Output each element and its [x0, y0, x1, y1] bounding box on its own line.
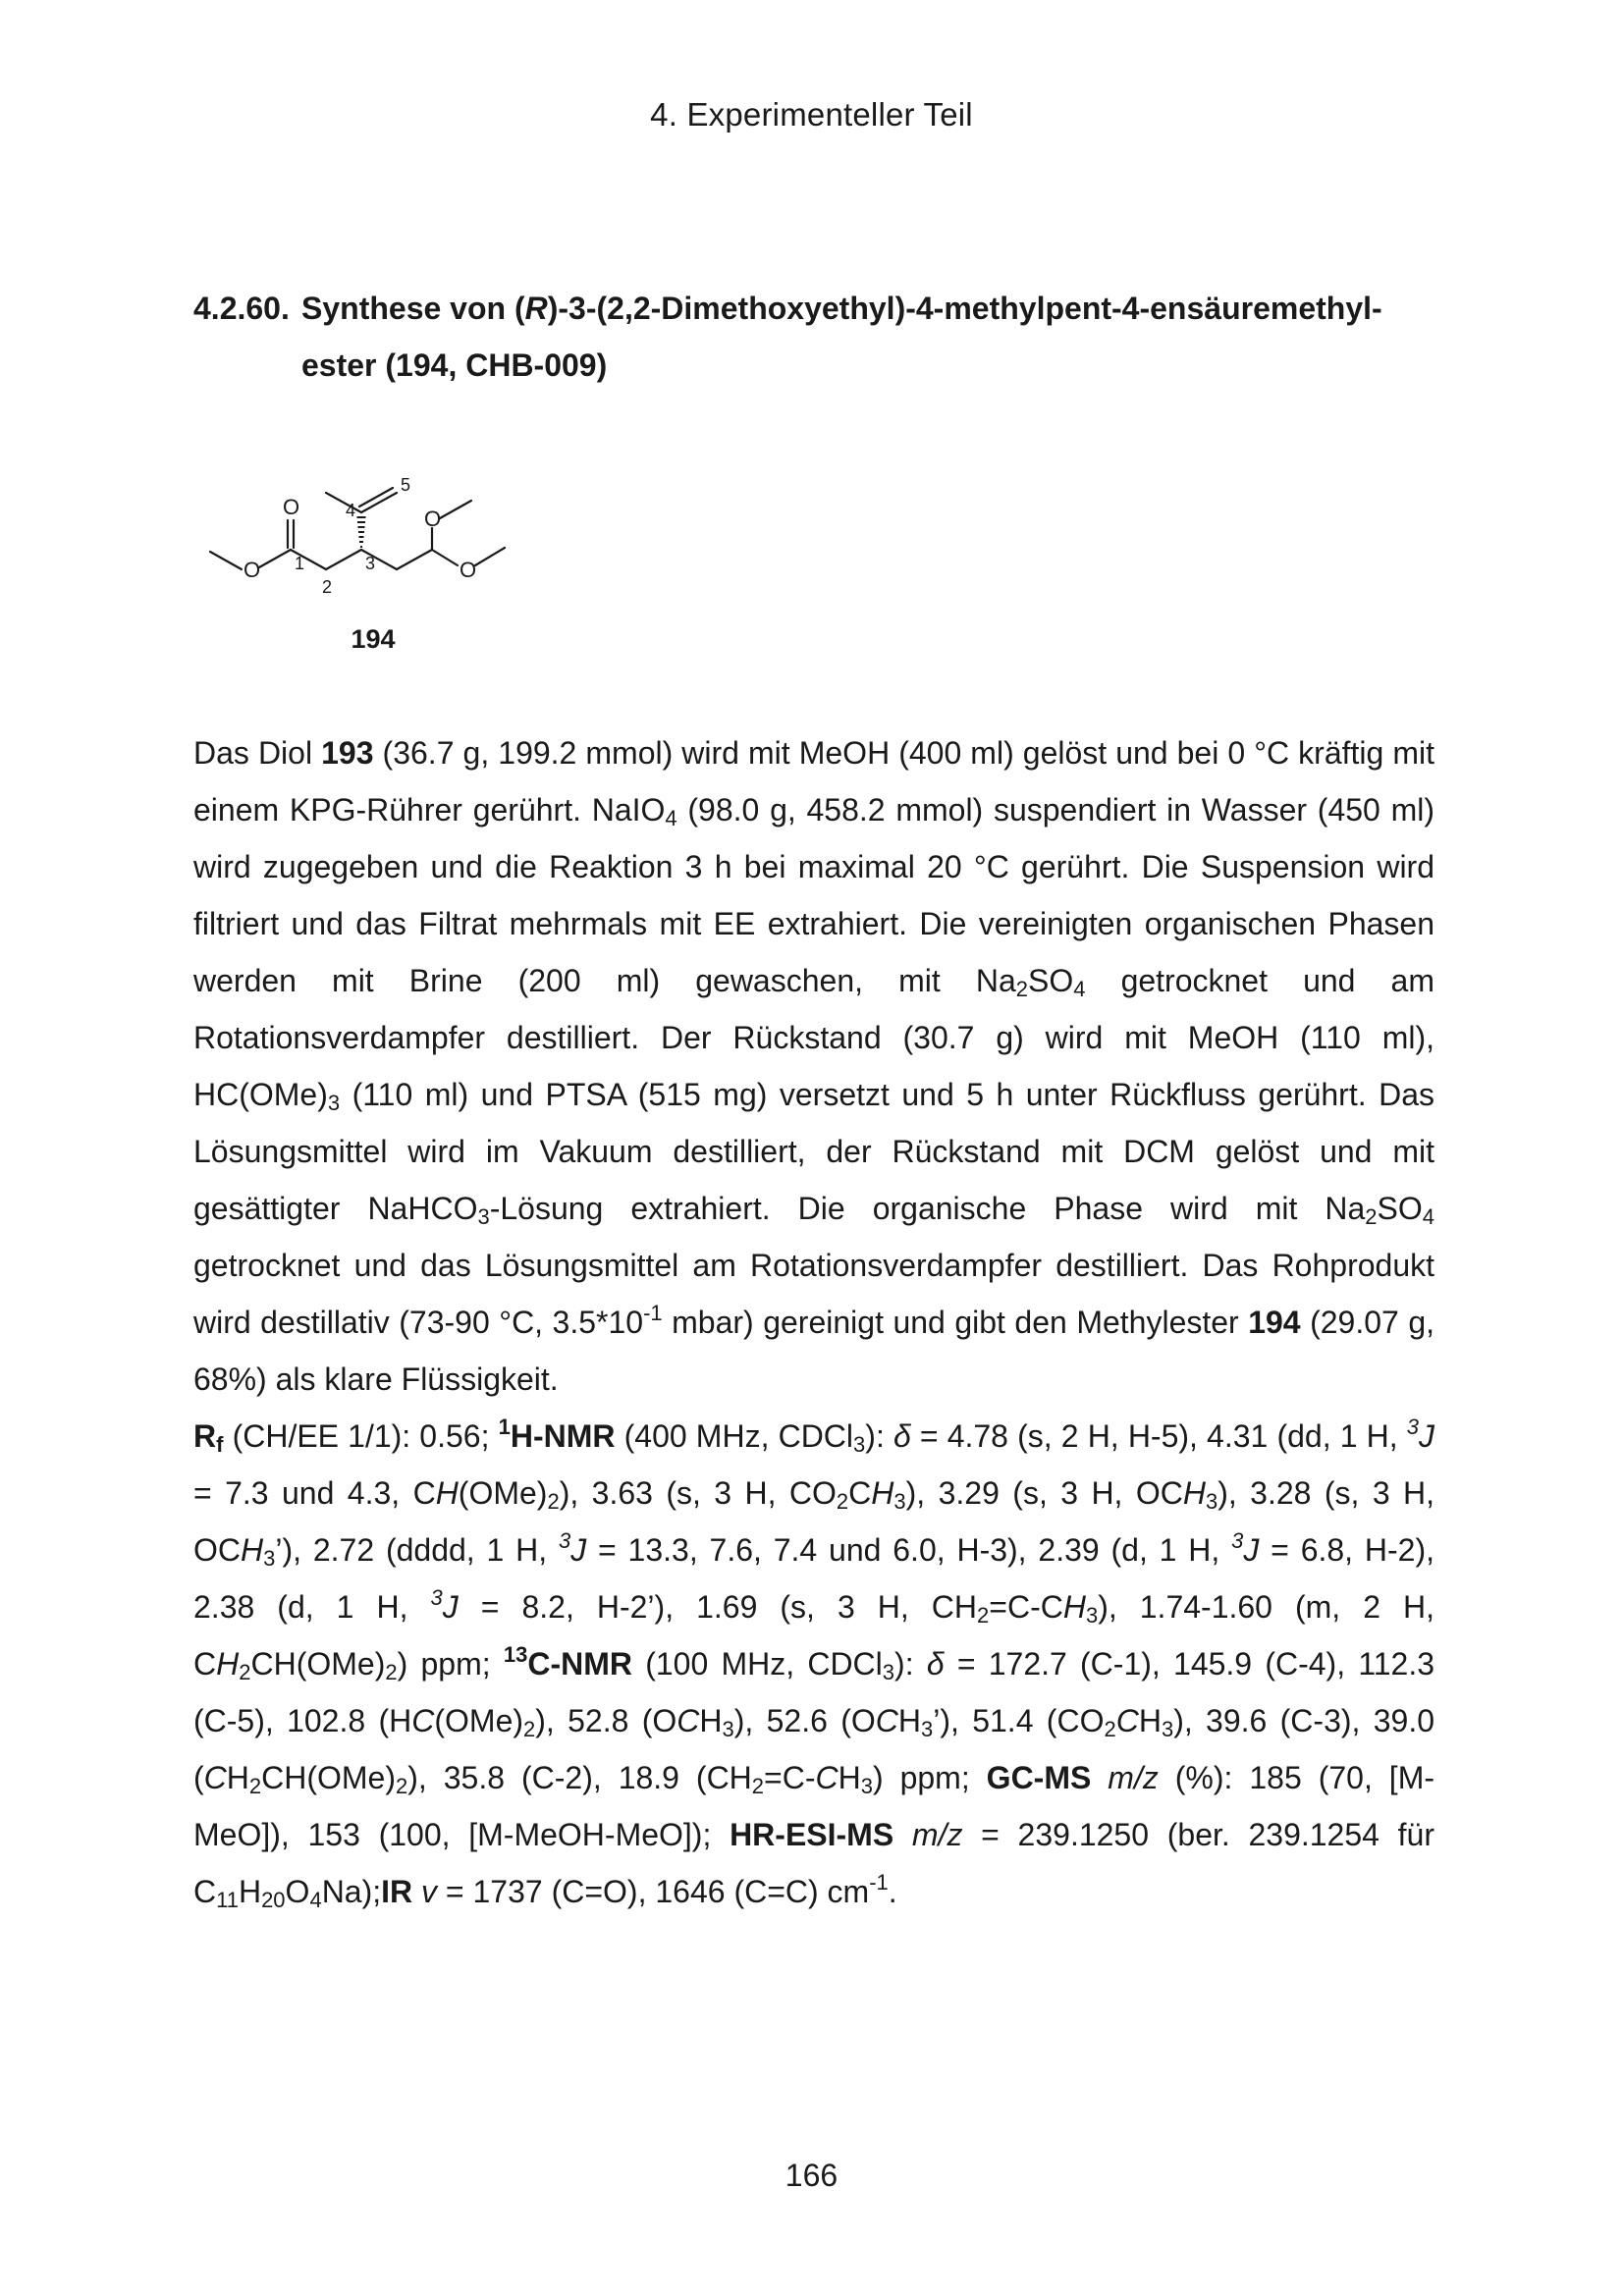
page-number: 166	[784, 2158, 839, 2193]
section-number: 4.2.60.	[193, 291, 290, 326]
bond-methyl-o	[210, 552, 242, 569]
locant-c3: 3	[365, 554, 376, 573]
section-title-line1: Synthese von (R)-3-(2,2-Dimethoxyethyl)-4-methylpent-4-ensäuremethyl-	[301, 291, 1382, 326]
bond-o-bottom-methyl	[475, 548, 505, 565]
locant-c1: 1	[295, 554, 305, 573]
bond-c2-c3	[326, 550, 361, 569]
locant-c4: 4	[346, 501, 356, 520]
locant-c2: 2	[322, 577, 333, 597]
bond-acetal-o-bottom	[432, 550, 458, 565]
body-text	[193, 724, 1434, 1920]
bond-c4-methyl	[326, 493, 361, 512]
bond-ch2-acetal	[397, 550, 432, 569]
atom-o-carbonyl: O	[283, 495, 300, 519]
section-title-line2: ester (194, CHB-009)	[301, 347, 608, 383]
bond-o-top-methyl	[440, 501, 471, 518]
running-header: 4. Experimenteller Teil	[650, 96, 973, 133]
atom-o-acetal-top: O	[424, 507, 442, 531]
bond-o-c1	[259, 550, 291, 567]
section-heading	[193, 280, 1450, 394]
hashed-wedge-bond	[357, 517, 366, 547]
compound-number: 194	[351, 624, 396, 654]
atom-o-acetal-bottom: O	[460, 558, 477, 582]
procedure-paragraph: Das Diol 193 (36.7 g, 199.2 mmol) wird mit MeOH (400 ml) gelöst und bei 0 °C kräftig mit einem KPG-Rührer gerührt. NaIO$_4$ (98.0 g, 458.2 mmol) suspendiert in Wasser (450 ml) wird zugegeben und die Reaktion 3 h bei maximal 20 °C gerührt. Die Suspension wird filtriert und das Filtrat mehrmals mit EE extrahiert. Die vereinigten organischen Phasen werden mit Brine (200 ml) gewaschen, mit $Na_2SO_4$ getrocknet und am Rotationsverdampfer destilliert. Der Rückstand (30.7 g) wird mit MeOH (110 ml), $HC(OMe)_3$ (110 ml) und PTSA (515 mg) versetzt und 5 h unter Rückfluss gerührt. Das Lösungsmittel wird im Vakuum destilliert, der Rückstand mit DCM gelöst und mit gesättigter NaHCO$_3$-Lösung extrahiert. Die organische Phase wird mit $Na_2SO_4$ getrocknet und das Lösungsmittel am Rotationsverdampfer destilliert. Das Rohprodukt wird destillativ (73-90 °C, $3.5*10^{-1}$ mbar) gereinigt und gibt den Methylester 194 (29.07 g, 68%) als klare Flüssigkeit.	[193, 735, 1435, 1397]
characterization-paragraph: $R_f$ (CH/EE 1/1): 0.56; $^1$H-NMR (400 MHz, CDCl$_3$): δ = 4.78 (s, 2 H, H-5), 4.31 (dd, 1 H, $^3$J = 7.3 und 4.3, $CH(OMe)_2$), 3.63 (s, 3 H, $CO_2CH_3$), 3.29 (s, 3 H, $OCH_3$), 3.28 (s, 3 H, $OCH_3$’), 2.72 (dddd, 1 H, $^3$J = 13.3, 7.6, 7.4 und 6.0, H-3), 2.39 (d, 1 H, $^3$J = 6.8, H-2), 2.38 (d, 1 H, $^3$J = 8.2, H-2’), 1.69 (s, 3 H, $CH_2=C-CH_3$), 1.74-1.60 (m, 2 H, $CH_2CH(OMe)_2$) ppm; $^{13}$C-NMR (100 MHz, CDCl$_3$): δ = 172.7 (C-1), 145.9 (C-4), 112.3 (C-5), 102.8 $(HC(OMe)_2)$, 52.8 $(OCH_3)$, 52.6 $(OCH_3’)$, 51.4 $(CO_2CH_3)$, 39.6 (C-3), 39.0 $(CH_2CH(OMe)_2)$, 35.8 (C-2), 18.9 $(CH_2=C-CH_3)$ ppm; GC-MS m/z (%): 185 (70, [M-MeO]), 153 (100, [M-MeOH-MeO]); HR-ESI-MS m/z = 239.1250 (ber. 239.1254 für $C_{11}H_{20}O_4Na);IR$ v = 1737 (C=O), 1646 (C=C) $cm^{-1}$.	[193, 1415, 1435, 1912]
atom-o-ester: O	[243, 558, 261, 582]
locant-c5: 5	[401, 475, 411, 495]
